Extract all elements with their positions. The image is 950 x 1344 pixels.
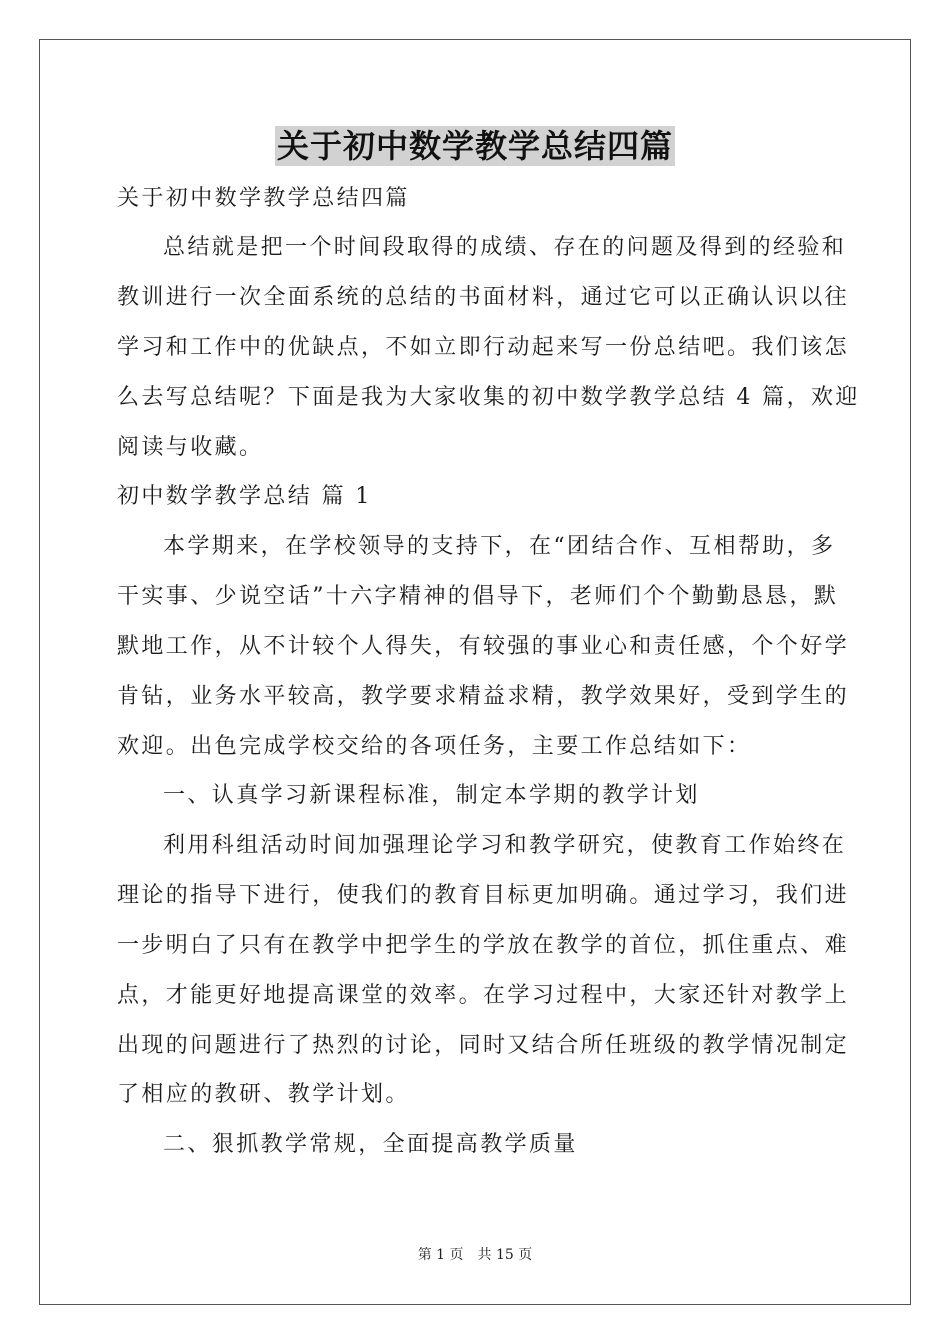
page-number: 第 1 页 [417,1247,464,1263]
paragraph-line: 学习和工作中的优缺点，不如立即行动起来写一份总结吧。我们该怎 [117,335,850,360]
paragraph-line: 本学期来，在学校领导的支持下，在“团结合作、互相帮助，多 [163,534,836,559]
paragraph-line: 肯钻，业务水平较高，教学要求精益求精，教学效果好，受到学生的 [117,684,850,709]
paragraph-line: 利用科组活动时间加强理论学习和教学研究，使教育工作始终在 [163,833,847,858]
paragraph-line: 教训进行一次全面系统的总结的书面材料，通过它可以正确认识以往 [117,285,850,310]
document-title: 关于初中数学教学总结四篇 [276,127,673,165]
subtitle-line: 关于初中数学教学总结四篇 [117,186,410,211]
title-container [0,126,950,166]
paragraph-line: 了相应的教研、教学计划。 [117,1082,410,1107]
page-total: 共 15 页 [477,1247,533,1263]
paragraph-line: 出现的问题进行了热烈的讨论，同时又结合所任班级的教学情况制定 [117,1033,850,1058]
page-footer [0,1246,950,1264]
paragraph-line: 总结就是把一个时间段取得的成绩、存在的问题及得到的经验和 [163,235,847,260]
paragraph-line: 阅读与收藏。 [117,435,264,460]
subsection-heading: 一、认真学习新课程标准，制定本学期的教学计划 [163,783,700,808]
paragraph-line: 么去写总结呢？下面是我为大家收集的初中数学教学总结 4 篇，欢迎 [117,385,860,410]
subsection-heading: 二、狠抓教学常规，全面提高教学质量 [163,1132,578,1157]
paragraph-line: 一步明白了只有在教学中把学生的学放在教学的首位，抓住重点、难 [117,933,850,958]
paragraph-line: 欢迎。出色完成学校交给的各项任务，主要工作总结如下： [117,734,752,759]
paragraph-line: 点，才能更好地提高课堂的效率。在学习过程中，大家还针对教学上 [117,983,850,1008]
section-heading: 初中数学教学总结 篇 1 [117,484,372,509]
page-border [39,39,911,1305]
paragraph-line: 默地工作，从不计较个人得失，有较强的事业心和责任感，个个好学 [117,634,850,659]
paragraph-line: 干实事、少说空话”十六字精神的倡导下，老师们个个勤勤恳恳，默 [117,584,839,609]
paragraph-line: 理论的指导下进行，使我们的教育目标更加明确。通过学习，我们进 [117,883,850,908]
